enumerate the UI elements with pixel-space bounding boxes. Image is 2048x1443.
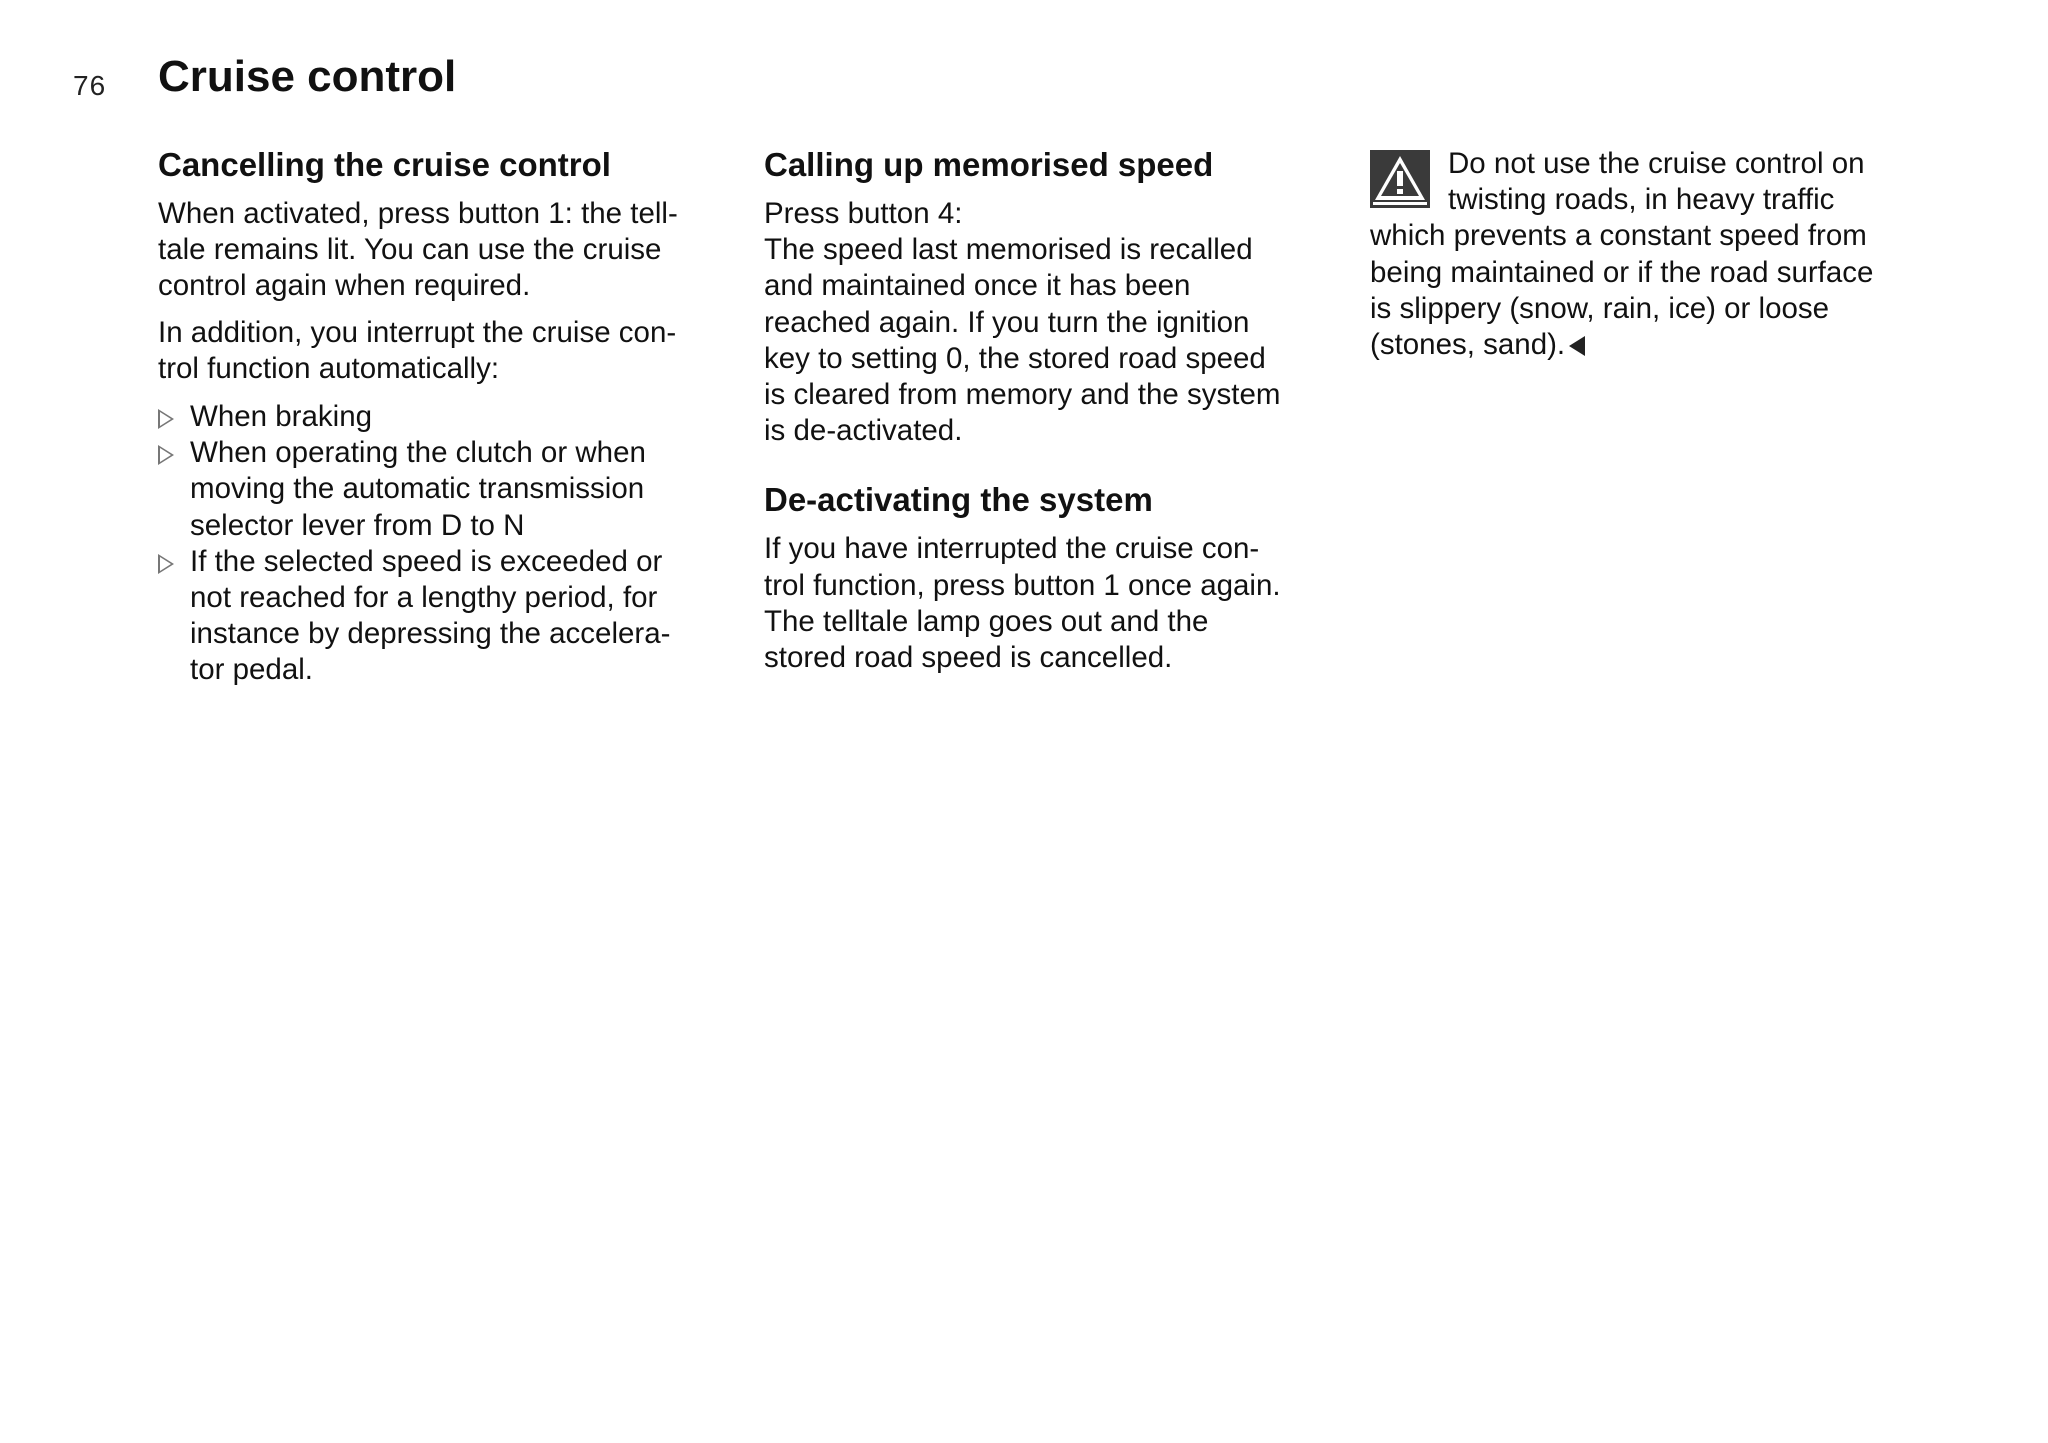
text-line: selector lever from D to N: [190, 508, 525, 542]
text-line: In addition, you interrupt the cruise con-: [158, 315, 677, 349]
warning-triangle-graphic: [1370, 150, 1430, 208]
paragraph-deactivating: [764, 531, 1354, 676]
text-line: control again when required.: [158, 269, 531, 303]
text-line: not reached for a lengthy period, for: [190, 581, 658, 615]
text-line: The telltale lamp goes out and the: [764, 604, 1209, 638]
text-line: reached again. If you turn the ignition: [764, 305, 1250, 339]
heading-calling-up-speed: Calling up memorised speed: [764, 146, 1214, 183]
text-line: (stones, sand).: [1370, 328, 1566, 362]
text-line: which prevents a constant speed from: [1370, 219, 1867, 253]
paragraph-cancelling-2: [158, 315, 758, 387]
text-line: key to setting 0, the stored road speed: [764, 341, 1266, 375]
text-line: moving the automatic transmission: [190, 472, 645, 506]
heading-deactivating: De-activating the system: [764, 481, 1153, 519]
text-line: Press button 4:: [764, 197, 963, 230]
page-title: Cruise control: [158, 52, 457, 101]
page-number: 76: [73, 70, 107, 101]
text-line: being maintained or if the road surface: [1370, 255, 1874, 289]
text-line: When activated, press button 1: the tell-: [158, 197, 678, 230]
text-line: is cleared from memory and the system: [764, 378, 1281, 412]
column-memorised-speed: [764, 140, 1354, 686]
bullet-triangle-icon: [158, 554, 174, 574]
text-line: and maintained once it has been: [764, 269, 1191, 303]
text-line: stored road speed is cancelled.: [764, 641, 1173, 675]
text-line-with-end-mark: [1370, 327, 1970, 363]
warning-note: [1370, 146, 1970, 363]
text-line: twisting roads, in heavy traffic: [1448, 183, 1835, 217]
warning-triangle-icon: [1370, 150, 1430, 208]
paragraph-cancelling-1: [158, 196, 758, 305]
text-line: trol function automatically:: [158, 351, 500, 385]
paragraph-calling-up-speed: [764, 196, 1354, 449]
heading-cancelling: Cancelling the cruise control: [158, 146, 611, 183]
list-item: [158, 399, 758, 435]
column-cancelling: [158, 140, 758, 689]
text-line: tale remains lit. You can use the cruise: [158, 233, 662, 267]
bullet-triangle-icon: [158, 445, 174, 465]
text-line: When braking: [190, 400, 373, 434]
text-line: instance by depressing the accelera-: [190, 617, 671, 651]
column-warning: [1370, 140, 1970, 363]
text-line: If the selected speed is exceeded or: [190, 544, 663, 578]
text-line: When operating the clutch or when: [190, 436, 646, 470]
text-line: If you have interrupted the cruise con-: [764, 532, 1260, 566]
text-line: The speed last memorised is recalled: [764, 233, 1253, 267]
list-item: [158, 544, 758, 689]
text-line: is de-activated.: [764, 414, 963, 448]
bullet-list: [158, 399, 758, 689]
text-line: Do not use the cruise control on: [1448, 147, 1865, 180]
text-line: trol function, press button 1 once again.: [764, 568, 1281, 602]
list-item: [158, 435, 758, 544]
text-line: tor pedal.: [190, 653, 313, 687]
bullet-triangle-icon: [158, 409, 174, 429]
text-line: is slippery (snow, rain, ice) or loose: [1370, 291, 1830, 325]
end-of-section-marker-icon: [1569, 336, 1585, 356]
